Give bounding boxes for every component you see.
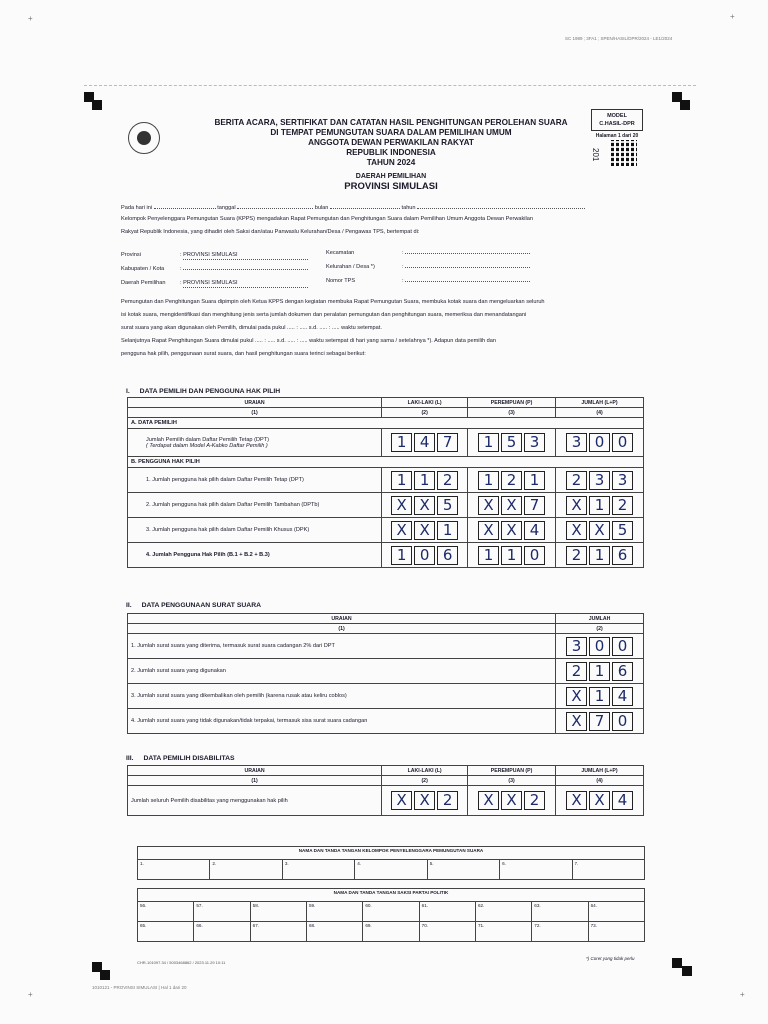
section-number: I. bbox=[126, 388, 130, 395]
subsection-a: A. DATA PEMILIH bbox=[128, 418, 644, 429]
dapil-label: Daerah Pemilihan bbox=[121, 280, 166, 286]
digit-box[interactable]: 7 bbox=[524, 496, 545, 515]
provinsi-label: Provinsi bbox=[121, 252, 141, 258]
digit-box[interactable]: X bbox=[391, 496, 412, 515]
digit-box[interactable]: 4 bbox=[414, 433, 435, 452]
saksi-signature-cell[interactable]: 69. bbox=[363, 922, 419, 942]
page-indicator: Halaman 1 dari 20 bbox=[595, 133, 639, 139]
digit-box[interactable]: 0 bbox=[612, 637, 633, 656]
saksi-signature-cell[interactable]: 57. bbox=[194, 902, 250, 922]
tps-field[interactable] bbox=[405, 281, 530, 282]
saksi-signature-cell[interactable]: 72. bbox=[532, 922, 588, 942]
dpt-laki-boxes bbox=[385, 433, 464, 452]
daerah-value: PROVINSI SIMULASI bbox=[344, 181, 438, 192]
document-title bbox=[176, 118, 606, 192]
bulan-field[interactable] bbox=[330, 208, 400, 209]
narrative-text: Selanjutnya Rapat Penghitungan Suara dimulai pukul ..... : ..... s.d. ..... : ..... waktu setempat di hari yang sama / setelahnya *). Adapun data pemilih dan bbox=[121, 338, 496, 344]
digit-box[interactable]: 7 bbox=[589, 712, 610, 731]
kpps-text: Rakyat Republik Indonesia, yang dihadiri oleh Saksi dan/atau Panwaslu Kelurahan/Desa / Pengawas TPS, bertempat di: bbox=[121, 229, 420, 235]
row-label: 3. Jumlah surat suara yang dikembalikan oleh pemilih (karena rusak atau keliru coblos) bbox=[128, 684, 556, 709]
digit-box[interactable]: 2 bbox=[566, 471, 587, 490]
digit-box[interactable]: 1 bbox=[501, 546, 522, 565]
saksi-signature-cell[interactable]: 67. bbox=[250, 922, 306, 942]
row-label: Jumlah seluruh Pemilih disabilitas yang menggunakan hak pilih bbox=[128, 786, 382, 816]
digit-box[interactable]: 2 bbox=[524, 791, 545, 810]
digit-box[interactable]: 2 bbox=[612, 496, 633, 515]
digit-box[interactable]: X bbox=[478, 521, 499, 540]
section-1-heading bbox=[126, 388, 280, 395]
digit-box[interactable]: 1 bbox=[589, 687, 610, 706]
title-line: ANGGOTA DEWAN PERWAKILAN RAKYAT bbox=[308, 138, 474, 147]
saksi-signature-cell[interactable]: 64. bbox=[588, 902, 644, 922]
section-title: DATA PEMILIH DISABILITAS bbox=[143, 755, 235, 762]
digit-box[interactable]: 0 bbox=[612, 433, 633, 452]
digit-box[interactable]: 1 bbox=[524, 471, 545, 490]
col-uraian: URAIAN bbox=[128, 766, 382, 776]
digit-box[interactable]: X bbox=[501, 521, 522, 540]
qr-code-overlay bbox=[611, 140, 637, 166]
section-3-heading bbox=[126, 755, 235, 762]
kpps-signature-cell[interactable]: 1. bbox=[138, 860, 210, 880]
digit-box[interactable]: 2 bbox=[566, 546, 587, 565]
digit-box[interactable]: 6 bbox=[437, 546, 458, 565]
kpu-logo bbox=[128, 122, 160, 154]
col-uraian: URAIAN bbox=[128, 614, 556, 624]
saksi-signature-cell[interactable]: 70. bbox=[419, 922, 475, 942]
registration-mark bbox=[100, 970, 110, 980]
digit-box[interactable]: 1 bbox=[589, 546, 610, 565]
document-code: CHR-101097.34 / 5003468862 / 2023.11.29 10:11 bbox=[137, 960, 226, 965]
table-row bbox=[128, 684, 644, 709]
digit-box[interactable]: 5 bbox=[501, 433, 522, 452]
digit-box[interactable]: 2 bbox=[437, 471, 458, 490]
digit-box[interactable]: 3 bbox=[612, 471, 633, 490]
digit-box[interactable]: 2 bbox=[501, 471, 522, 490]
col-index: (2) bbox=[382, 408, 468, 418]
col-index: (1) bbox=[128, 776, 382, 786]
digit-box[interactable]: 2 bbox=[437, 791, 458, 810]
crosshair-mark: + bbox=[730, 12, 735, 21]
kpps-signature-cell[interactable]: 5. bbox=[427, 860, 499, 880]
registration-mark bbox=[682, 966, 692, 976]
tahun-label: tahun bbox=[401, 205, 416, 211]
tahun-field[interactable] bbox=[417, 208, 585, 209]
crosshair-mark: + bbox=[28, 990, 33, 999]
tps-label: Nomor TPS bbox=[326, 278, 356, 284]
digit-box[interactable]: 4 bbox=[612, 791, 633, 810]
col-laki: LAKI-LAKI (L) bbox=[382, 398, 468, 408]
section-number: II. bbox=[126, 602, 132, 609]
digit-box[interactable]: X bbox=[414, 496, 435, 515]
col-jumlah: JUMLAH (L+P) bbox=[556, 766, 644, 776]
table-row bbox=[128, 659, 644, 684]
kpps-signature-title: NAMA DAN TANDA TANGAN KELOMPOK PENYELENGGARA PEMUNGUTAN SUARA bbox=[138, 847, 645, 860]
title-line: REPUBLIK INDONESIA bbox=[346, 148, 436, 157]
kpps-signature-cell[interactable]: 4. bbox=[355, 860, 427, 880]
kabupaten-field[interactable] bbox=[183, 269, 308, 270]
col-index: (2) bbox=[556, 624, 644, 634]
digit-box[interactable]: X bbox=[501, 791, 522, 810]
saksi-signature-cell[interactable]: 71. bbox=[475, 922, 531, 942]
table-row bbox=[128, 709, 644, 734]
section-2-heading bbox=[126, 602, 261, 609]
section-number: III. bbox=[126, 755, 134, 762]
digit-box[interactable]: X bbox=[566, 791, 587, 810]
digit-box[interactable]: 1 bbox=[478, 433, 499, 452]
surat-suara-table bbox=[127, 613, 644, 734]
digit-box[interactable]: 1 bbox=[478, 471, 499, 490]
col-index: (1) bbox=[128, 408, 382, 418]
hari-field[interactable] bbox=[154, 208, 216, 209]
registration-mark bbox=[92, 100, 102, 110]
row-label: 3. Jumlah pengguna hak pilih dalam Daftar Pemilih Khusus (DPK) bbox=[128, 518, 382, 543]
digit-box[interactable]: 5 bbox=[612, 521, 633, 540]
cut-line bbox=[84, 85, 696, 86]
registration-mark bbox=[672, 958, 682, 968]
digit-box[interactable]: 0 bbox=[414, 546, 435, 565]
kpps-signature-cell[interactable]: 2. bbox=[210, 860, 282, 880]
digit-box[interactable]: 0 bbox=[589, 637, 610, 656]
digit-box[interactable]: X bbox=[566, 687, 587, 706]
dpt-note: ( Terdapat dalam Model A-Kabko Daftar Pemilih ) bbox=[146, 442, 268, 449]
digit-box[interactable]: 5 bbox=[437, 496, 458, 515]
dapil-field[interactable]: PROVINSI SIMULASI bbox=[183, 280, 308, 288]
page-footer: 1010121 - PROVINSI SIMULASI | Hal 1 dari 20 bbox=[92, 985, 187, 990]
col-laki: LAKI-LAKI (L) bbox=[382, 766, 468, 776]
pada-hari-label: Pada hari ini bbox=[121, 205, 153, 211]
saksi-signature-cell[interactable]: 68. bbox=[306, 922, 362, 942]
title-line: BERITA ACARA, SERTIFIKAT DAN CATATAN HASIL PENGHITUNGAN PEROLEHAN SUARA bbox=[214, 118, 568, 127]
digit-box[interactable]: X bbox=[414, 521, 435, 540]
saksi-signature-cell[interactable]: 66. bbox=[194, 922, 250, 942]
tanggal-field[interactable] bbox=[237, 208, 313, 209]
pemilih-table bbox=[127, 397, 644, 568]
provinsi-field[interactable]: PROVINSI SIMULASI bbox=[183, 252, 308, 260]
scan-code-top: SC 1989 ; 3FA1 ; SPEN/HASIL/DPR/2024 - LE1/2024 bbox=[565, 36, 673, 41]
digit-box[interactable]: 0 bbox=[524, 546, 545, 565]
digit-box[interactable]: 1 bbox=[437, 521, 458, 540]
digit-box[interactable]: 1 bbox=[391, 471, 412, 490]
digit-box[interactable]: X bbox=[391, 521, 412, 540]
row-label: 1. Jumlah surat suara yang diterima, termasuk surat suara cadangan 2% dari DPT bbox=[128, 634, 556, 659]
tanggal-label: tanggal bbox=[217, 205, 236, 211]
saksi-signature-cell[interactable]: 60. bbox=[363, 902, 419, 922]
bulan-label: bulan bbox=[314, 205, 329, 211]
digit-box[interactable]: 2 bbox=[566, 662, 587, 681]
digit-box[interactable]: X bbox=[566, 521, 587, 540]
digit-box[interactable]: 3 bbox=[524, 433, 545, 452]
saksi-signature-cell[interactable]: 73. bbox=[588, 922, 644, 942]
col-index: (2) bbox=[382, 776, 468, 786]
digit-box[interactable]: X bbox=[414, 791, 435, 810]
table-row bbox=[128, 493, 644, 518]
digit-box[interactable]: 4 bbox=[524, 521, 545, 540]
digit-box[interactable]: 3 bbox=[589, 471, 610, 490]
date-line bbox=[121, 205, 585, 212]
digit-box[interactable]: 1 bbox=[391, 546, 412, 565]
saksi-signature-cell[interactable]: 63. bbox=[532, 902, 588, 922]
col-index: (1) bbox=[128, 624, 556, 634]
digit-box[interactable]: 7 bbox=[437, 433, 458, 452]
dpt-perempuan-boxes bbox=[471, 433, 552, 452]
saksi-signature-cell[interactable]: 59. bbox=[306, 902, 362, 922]
kpps-signature-cell[interactable]: 3. bbox=[282, 860, 354, 880]
row-label: 1. Jumlah pengguna hak pilih dalam Daftar Pemilih Tetap (DPT) bbox=[128, 468, 382, 493]
digit-box[interactable]: 3 bbox=[566, 637, 587, 656]
col-index: (3) bbox=[468, 776, 556, 786]
digit-box[interactable]: 1 bbox=[391, 433, 412, 452]
narrative-text: Pemungutan dan Penghitungan Suara dipimpin oleh Ketua KPPS dengan kegiatan membuka Rapat Pemungutan Suara, membuka kotak suara dan mengeluarkan seluruh bbox=[121, 299, 545, 305]
section-title: DATA PENGGUNAAN SURAT SUARA bbox=[141, 602, 262, 609]
col-uraian: URAIAN bbox=[128, 398, 382, 408]
saksi-signature-cell[interactable]: 61. bbox=[419, 902, 475, 922]
footnote: *) Coret yang tidak perlu bbox=[586, 956, 635, 961]
digit-box[interactable]: X bbox=[501, 496, 522, 515]
kecamatan-label: Kecamatan bbox=[326, 250, 355, 256]
digit-box[interactable]: X bbox=[566, 496, 587, 515]
crosshair-mark: + bbox=[28, 14, 33, 23]
digit-box[interactable]: X bbox=[391, 791, 412, 810]
col-perempuan: PEREMPUAN (P) bbox=[468, 766, 556, 776]
digit-box[interactable]: X bbox=[589, 791, 610, 810]
kelurahan-field[interactable] bbox=[405, 267, 530, 268]
col-jumlah: JUMLAH bbox=[556, 614, 644, 624]
col-jumlah: JUMLAH (L+P) bbox=[556, 398, 644, 408]
col-perempuan: PEREMPUAN (P) bbox=[468, 398, 556, 408]
disabilitas-table bbox=[127, 765, 644, 816]
saksi-signature-title: NAMA DAN TANDA TANGAN SAKSI PARTAI POLITIK bbox=[138, 889, 645, 902]
vertical-code: 201 bbox=[591, 148, 600, 162]
row-label: 2. Jumlah surat suara yang digunakan bbox=[128, 659, 556, 684]
kelurahan-label: Kelurahan / Desa *) bbox=[326, 264, 375, 270]
section-title: DATA PEMILIH DAN PENGGUNA HAK PILIH bbox=[139, 388, 281, 395]
kecamatan-field[interactable] bbox=[405, 253, 530, 254]
saksi-signature-cell[interactable]: 58. bbox=[250, 902, 306, 922]
signature-table bbox=[137, 846, 645, 880]
digit-box[interactable]: 0 bbox=[589, 433, 610, 452]
digit-box[interactable]: X bbox=[478, 791, 499, 810]
kpps-signature-cell[interactable]: 6. bbox=[500, 860, 572, 880]
col-index: (3) bbox=[468, 408, 556, 418]
col-index: (4) bbox=[556, 776, 644, 786]
row-label: 4. Jumlah Pengguna Hak Pilih (B.1 + B.2 + B.3) bbox=[128, 543, 382, 568]
digit-box[interactable]: 1 bbox=[478, 546, 499, 565]
table-row bbox=[128, 634, 644, 659]
digit-box[interactable]: X bbox=[566, 712, 587, 731]
table-row bbox=[128, 786, 644, 816]
digit-box[interactable]: 4 bbox=[612, 687, 633, 706]
daerah-label: DAERAH PEMILIHAN bbox=[355, 173, 427, 180]
registration-mark bbox=[680, 100, 690, 110]
digit-box[interactable]: 6 bbox=[612, 546, 633, 565]
dpt-jumlah-boxes bbox=[559, 433, 640, 452]
digit-box[interactable]: 1 bbox=[589, 496, 610, 515]
saksi-signature-cell[interactable]: 65. bbox=[138, 922, 194, 942]
row-label: 4. Jumlah surat suara yang tidak digunakan/tidak terpakai, termasuk sisa surat suara cadangan bbox=[128, 709, 556, 734]
digit-box[interactable]: X bbox=[589, 521, 610, 540]
title-line: TAHUN 2024 bbox=[366, 158, 416, 167]
kabupaten-label: Kabupaten / Kota bbox=[121, 266, 165, 272]
narrative-text: isi kotak suara, mengidentifikasi dan menghitung jenis serta jumlah dokumen dan peralatan pemungutan dan penghitungan suara, memeriksa dan menandatangani bbox=[121, 312, 527, 318]
saksi-signature-cell[interactable]: 56. bbox=[138, 902, 194, 922]
model-line: MODEL bbox=[607, 113, 627, 119]
digit-box[interactable]: 6 bbox=[612, 662, 633, 681]
kpps-signature-cell[interactable]: 7. bbox=[572, 860, 644, 880]
narrative-text: surat suara yang akan digunakan oleh Pemilih, dimulai pada pukul ..... : ..... s.d. ..... : ..... waktu setempat. bbox=[121, 325, 382, 331]
narrative-text: pengguna hak pilih, penggunaan surat suara, dan hasil penghitungan suara terinci sebagai berikut: bbox=[121, 351, 366, 357]
table-row bbox=[128, 468, 644, 493]
title-line: DI TEMPAT PEMUNGUTAN SUARA DALAM PEMILIHAN UMUM bbox=[270, 128, 512, 137]
table-row bbox=[128, 518, 644, 543]
digit-box[interactable]: 3 bbox=[566, 433, 587, 452]
model-code: C.HASIL-DPR bbox=[599, 121, 635, 127]
subsection-b: B. PENGGUNA HAK PILIH bbox=[128, 457, 644, 468]
col-index: (4) bbox=[556, 408, 644, 418]
dpt-label: Jumlah Pemilih dalam Daftar Pemilih Tetap (DPT) bbox=[146, 436, 270, 443]
digit-box[interactable]: 0 bbox=[612, 712, 633, 731]
kpps-text: Kelompok Penyelenggara Pemungutan Suara (KPPS) mengadakan Rapat Pemungutan dan Penghitungan Suara dalam Pemilihan Umum Anggota Dewan Perwakilan bbox=[121, 216, 534, 222]
model-box bbox=[591, 109, 643, 131]
digit-box[interactable]: X bbox=[478, 496, 499, 515]
saksi-signature-cell[interactable]: 62. bbox=[475, 902, 531, 922]
row-label: 2. Jumlah pengguna hak pilih dalam Daftar Pemilih Tambahan (DPTb) bbox=[128, 493, 382, 518]
saksi-signature-table bbox=[137, 888, 645, 942]
crosshair-mark: + bbox=[740, 990, 745, 999]
digit-box[interactable]: 1 bbox=[414, 471, 435, 490]
digit-box[interactable]: 1 bbox=[589, 662, 610, 681]
table-row bbox=[128, 543, 644, 568]
